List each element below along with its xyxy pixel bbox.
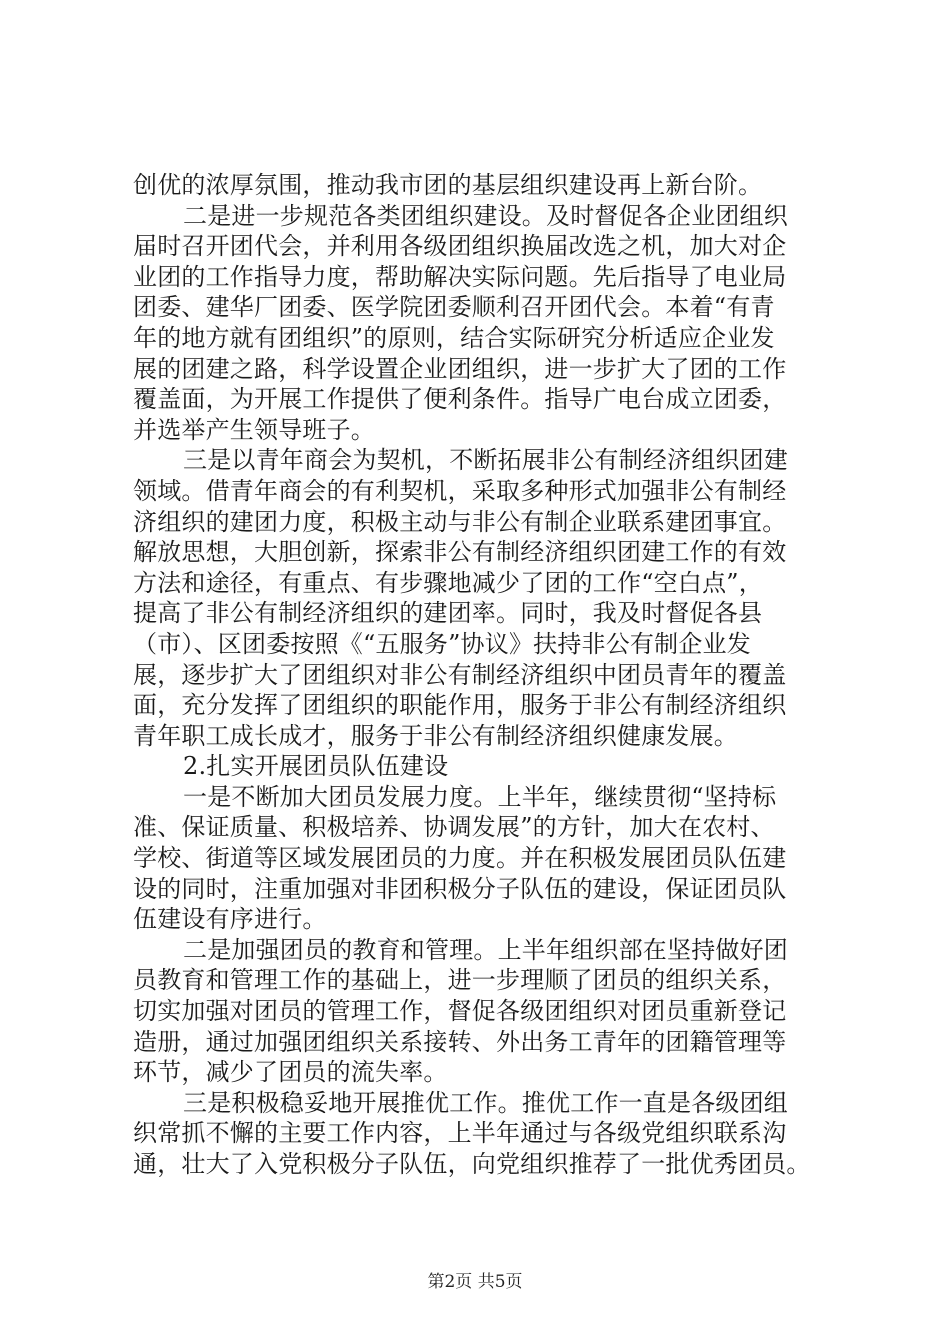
page-footer: 第2页 共5页: [427, 1272, 523, 1292]
text-line: 环节，减少了团员的流失率。: [133, 1058, 448, 1087]
text-line: 一是不断加大团员发展力度。上半年，继续贯彻“坚持标: [183, 782, 777, 811]
text-line: 通，壮大了入党积极分子队伍，向党组织推荐了一批优秀团员。: [133, 1150, 811, 1178]
text-line: 三是以青年商会为契机，不断拓展非公有制经济组织团建: [183, 446, 788, 475]
text-line: 展，逐步扩大了团组织对非公有制经济组织中团员青年的覆盖: [133, 660, 787, 689]
text-line: 团委、建华厂团委、医学院团委顺利召开团代会。本着“有青: [133, 293, 775, 322]
text-line: 业团的工作指导力度，帮助解决实际问题。先后指导了电业局: [133, 262, 787, 291]
text-line: 提高了非公有制经济组织的建团率。同时，我及时督促各县: [133, 599, 763, 628]
text-line: 并选举产生领导班子。: [133, 415, 375, 444]
text-line: 切实加强对团员的管理工作，督促各级团组织对团员重新登记: [133, 997, 787, 1026]
text-line: 员教育和管理工作的基础上，进一步理顺了团员的组织关系，: [133, 966, 787, 995]
text-line: 二是加强团员的教育和管理。上半年组织部在坚持做好团: [183, 935, 788, 964]
text-line: 展的团建之路，科学设置企业团组织，进一步扩大了团的工作: [133, 354, 787, 383]
text-line: 解放思想，大胆创新，探索非公有制经济组织团建工作的有效: [133, 538, 787, 567]
text-line: （市）、区团委按照《“五服务”协议》扶持非公有制企业发: [133, 629, 751, 658]
text-line: 覆盖面，为开展工作提供了便利条件。指导广电台成立团委，: [133, 385, 787, 414]
text-line: 方法和途径，有重点、有步骤地减少了团的工作“空白点”，: [133, 568, 763, 597]
text-line: 学校、街道等区域发展团员的力度。并在积极发展团员队伍建: [133, 844, 787, 873]
text-line: 届时召开团代会，并利用各级团组织换届改选之机，加大对企: [133, 232, 787, 261]
text-line: 青年职工成长成才，服务于非公有制经济组织健康发展。: [133, 721, 738, 750]
text-line: 伍建设有序进行。: [133, 905, 327, 934]
text-line: 领域。借青年商会的有利契机，采取多种形式加强非公有制经: [133, 476, 787, 505]
text-line: 面，充分发挥了团组织的职能作用，服务于非公有制经济组织: [133, 691, 787, 720]
text-line: 三是积极稳妥地开展推优工作。推优工作一直是各级团组: [183, 1088, 788, 1117]
text-line: 年的地方就有团组织”的原则，结合实际研究分析适应企业发: [133, 323, 775, 352]
text-line: 设的同时，注重加强对非团积极分子队伍的建设，保证团员队: [133, 874, 787, 903]
text-line: 2.扎实开展团员队伍建设: [183, 752, 449, 781]
document-body: [133, 170, 833, 1180]
text-line: 造册，通过加强团组织关系接转、外出务工青年的团籍管理等: [133, 1027, 787, 1056]
text-line: 织常抓不懈的主要工作内容，上半年通过与各级党组织联系沟: [133, 1119, 787, 1148]
text-line: 济组织的建团力度，积极主动与非公有制企业联系建团事宜。: [133, 507, 787, 536]
text-line: 二是进一步规范各类团组织建设。及时督促各企业团组织: [183, 201, 788, 230]
text-line: 创优的浓厚氛围，推动我市团的基层组织建设再上新台阶。: [133, 171, 763, 199]
text-line: 准、保证质量、积极培养、协调发展”的方针，加大在农村、: [133, 813, 775, 842]
